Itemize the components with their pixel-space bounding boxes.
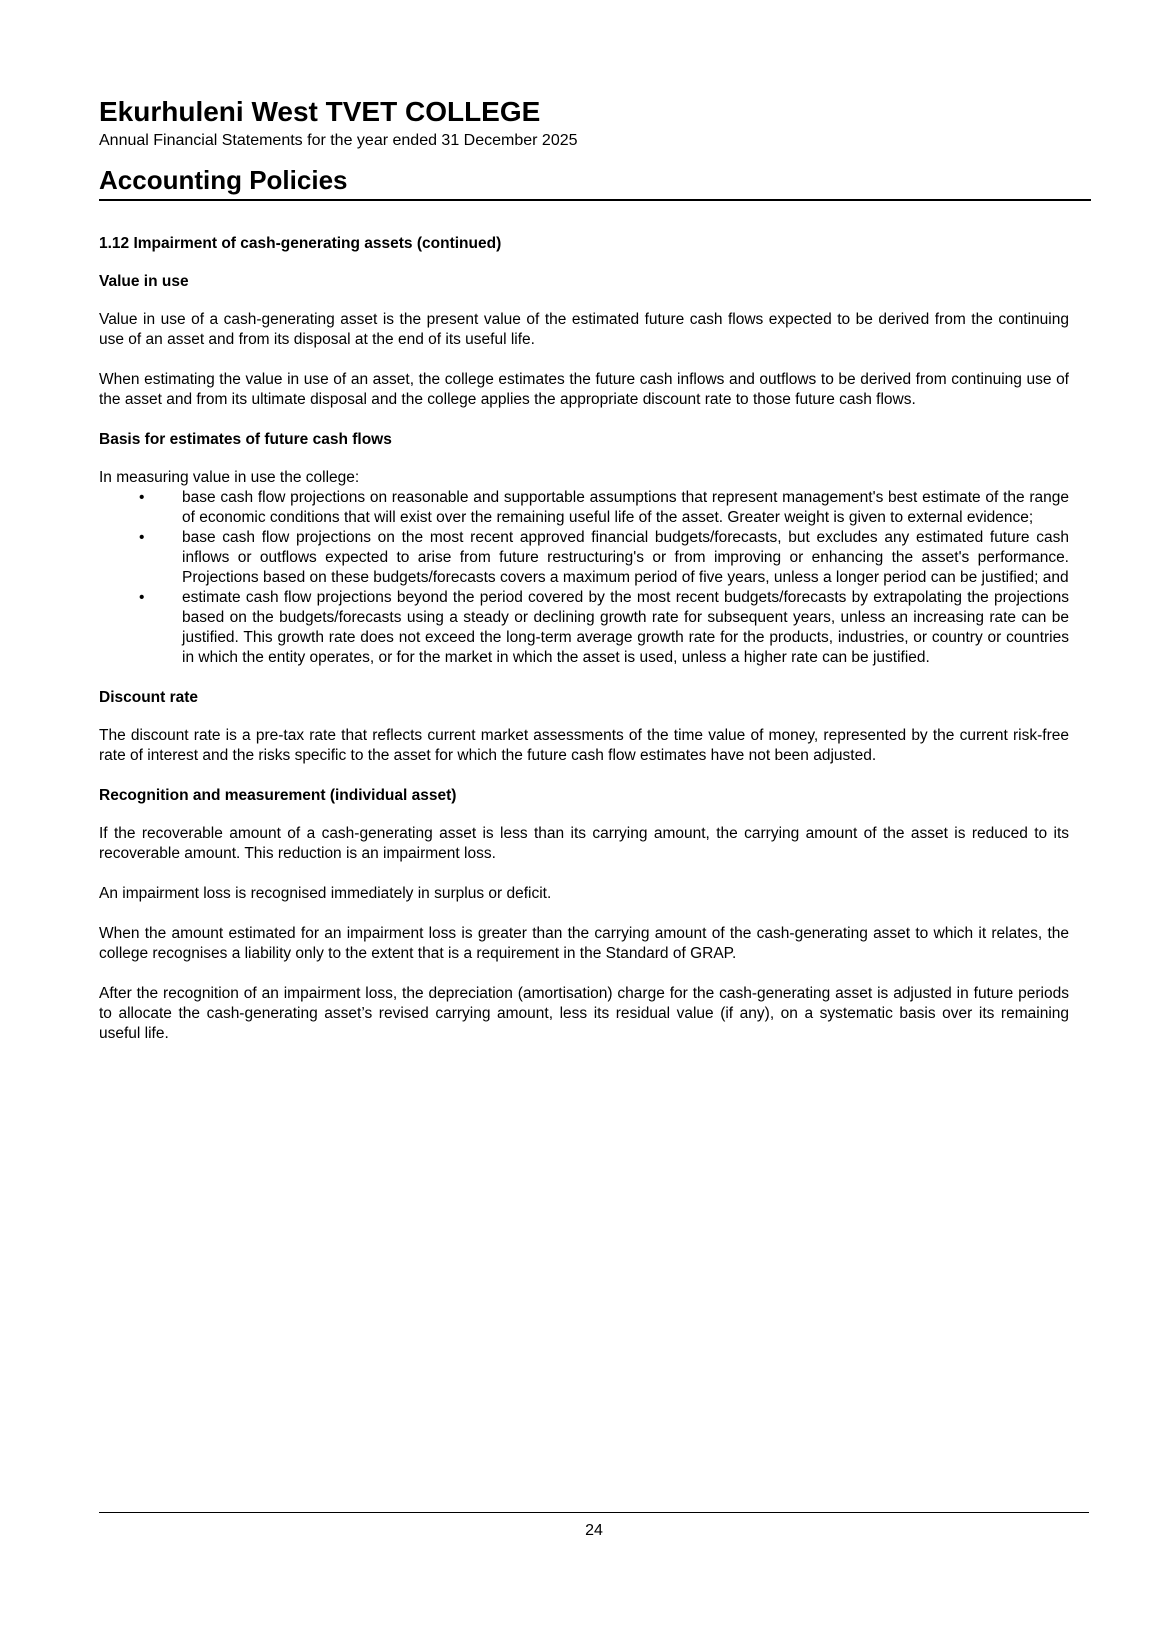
section-title: Accounting Policies bbox=[99, 165, 348, 195]
statement-subtitle: Annual Financial Statements for the year ended 31 December 2025 bbox=[99, 132, 578, 149]
list-item bbox=[99, 488, 1069, 528]
paragraph: When the amount estimated for an impairment loss is greater than the carrying amount of the cash-generating asset to which it relates, the college recognises a liability only to the extent that is a requirement in the Standard of GRAP. bbox=[99, 925, 1069, 962]
paragraph: When estimating the value in use of an asset, the college estimates the future cash inflows and outflows to be derived from continuing use of the asset and from its ultimate disposal and the college applies the appropriate discount rate to those future cash flows. bbox=[99, 371, 1069, 408]
footer-divider bbox=[99, 1512, 1089, 1513]
paragraph: The discount rate is a pre-tax rate that reflects current market assessments of the time value of money, represented by the current risk-free rate of interest and the risks specific to the asset for which the future cash flow estimates have not been adjusted. bbox=[99, 727, 1069, 764]
bullet-icon: • bbox=[139, 529, 145, 546]
college-name: Ekurhuleni West TVET COLLEGE bbox=[99, 96, 541, 127]
paragraph: Value in use of a cash-generating asset is the present value of the estimated future cash flows expected to be derived from the continuing use of an asset and from its disposal at the end of its useful life. bbox=[99, 311, 1069, 348]
bullet-list bbox=[99, 488, 1069, 668]
list-item-text: base cash flow projections on the most recent approved financial budgets/forecasts, but excludes any estimated future cash inflows or outflows expected to arise from future restructuring's or from improving or enhancing the asset's performance. Projections based on these budgets/forecasts covers a maximum period of five years, unless a longer period can be justified; and bbox=[182, 529, 1069, 586]
paragraph: After the recognition of an impairment loss, the depreciation (amortisation) charge for the cash-generating asset is adjusted in future periods to allocate the cash-generating asset’s revised carrying amount, less its residual value (if any), on a systematic basis over its remaining useful life. bbox=[99, 985, 1069, 1042]
subheading-discount-rate: Discount rate bbox=[99, 689, 199, 706]
list-item-text: base cash flow projections on reasonable and supportable assumptions that represent management's best estimate of the range of economic conditions that will exist over the remaining useful life of the asset. Greater weight is given to external evidence; bbox=[182, 489, 1069, 526]
document-body bbox=[99, 234, 1069, 1064]
section-heading: 1.12 Impairment of cash-generating assets (continued) bbox=[99, 235, 502, 252]
subheading-basis-for-estimates: Basis for estimates of future cash flows bbox=[99, 431, 392, 448]
bullet-icon: • bbox=[139, 589, 145, 606]
page-number: 24 bbox=[585, 1522, 603, 1539]
subheading-value-in-use: Value in use bbox=[99, 273, 189, 290]
paragraph: In measuring value in use the college: bbox=[99, 469, 360, 486]
list-item bbox=[99, 528, 1069, 588]
list-item-text: estimate cash flow projections beyond the period covered by the most recent budgets/forecasts by extrapolating the projections based on the budgets/forecasts using a steady or declining growth rate for subsequent years, unless an increasing rate can be justified. This growth rate does not exceed the long-term average growth rate for the products, industries, or country or countries in which the entity operates, or for the market in which the asset is used, unless a higher rate can be justified. bbox=[182, 589, 1069, 666]
bullet-icon: • bbox=[139, 489, 145, 506]
header-divider bbox=[99, 199, 1091, 201]
subheading-recognition: Recognition and measurement (individual asset) bbox=[99, 787, 457, 804]
paragraph: An impairment loss is recognised immediately in surplus or deficit. bbox=[99, 885, 552, 902]
document-page bbox=[99, 0, 1089, 1638]
list-item bbox=[99, 588, 1069, 668]
paragraph: If the recoverable amount of a cash-generating asset is less than its carrying amount, the carrying amount of the asset is reduced to its recoverable amount. This reduction is an impairment loss. bbox=[99, 825, 1069, 862]
